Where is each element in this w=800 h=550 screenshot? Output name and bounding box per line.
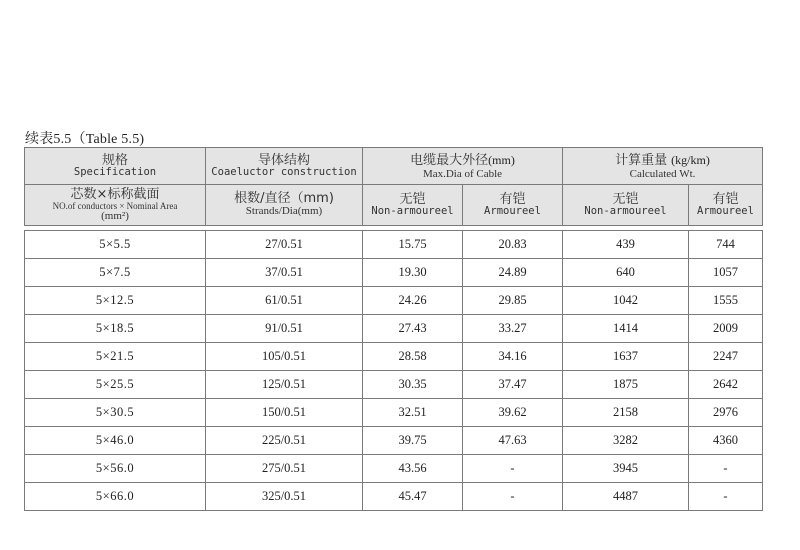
header-wt-armoured <box>689 185 763 226</box>
wt-arm-cn: 有铠 <box>712 191 739 207</box>
cell-dia-non-armoured: 27.43 <box>363 315 463 343</box>
header-cores-area <box>25 185 206 226</box>
header-row-1 <box>25 148 763 185</box>
table-row <box>25 371 763 399</box>
cell-dia-non-armoured: 19.30 <box>363 259 463 287</box>
cell-wt-armoured: 744 <box>689 231 763 259</box>
cell-cores-area: 5×30.5 <box>25 399 206 427</box>
cell-cores-area: 5×66.0 <box>25 483 206 511</box>
cell-cores-area: 5×12.5 <box>25 287 206 315</box>
strands-en-label: Strands/Dia(mm) <box>245 205 323 218</box>
wt-arm-en: Armoureel <box>697 205 754 218</box>
cell-dia-non-armoured: 30.35 <box>363 371 463 399</box>
cell-dia-non-armoured: 32.51 <box>363 399 463 427</box>
header-calc-weight <box>563 148 763 185</box>
cell-wt-armoured: 1555 <box>689 287 763 315</box>
cell-wt-armoured: 1057 <box>689 259 763 287</box>
header-dia-non-armoured <box>363 185 463 226</box>
cell-dia-non-armoured: 24.26 <box>363 287 463 315</box>
wt-unit-label: (kg/km) <box>671 152 710 167</box>
cell-wt-armoured: 2247 <box>689 343 763 371</box>
cell-dia-armoured: 29.85 <box>463 287 563 315</box>
cell-dia-non-armoured: 28.58 <box>363 343 463 371</box>
cell-strands-dia: 37/0.51 <box>206 259 363 287</box>
wt-en-label: Calculated Wt. <box>629 167 696 180</box>
cell-wt-non-armoured: 1042 <box>563 287 689 315</box>
dia-unit-label: (mm) <box>488 152 515 167</box>
cell-dia-armoured: 24.89 <box>463 259 563 287</box>
cable-spec-table <box>24 147 763 511</box>
table-row <box>25 343 763 371</box>
cell-dia-non-armoured: 39.75 <box>363 427 463 455</box>
table-row <box>25 259 763 287</box>
cell-strands-dia: 91/0.51 <box>206 315 363 343</box>
header-wt-non-armoured <box>563 185 689 226</box>
cell-wt-non-armoured: 1414 <box>563 315 689 343</box>
cell-wt-armoured: - <box>689 455 763 483</box>
cell-strands-dia: 125/0.51 <box>206 371 363 399</box>
cores-cn-label: 芯数×标称截面 <box>70 186 160 202</box>
header-specification <box>25 148 206 185</box>
table-row <box>25 455 763 483</box>
cond-en-label: Coaeluctor construction <box>211 166 357 179</box>
cores-en-label: NO.of conductors × Nominal Area <box>52 200 178 211</box>
cell-wt-non-armoured: 439 <box>563 231 689 259</box>
cell-strands-dia: 27/0.51 <box>206 231 363 259</box>
cell-wt-non-armoured: 4487 <box>563 483 689 511</box>
cell-dia-non-armoured: 43.56 <box>363 455 463 483</box>
cell-cores-area: 5×56.0 <box>25 455 206 483</box>
cell-strands-dia: 225/0.51 <box>206 427 363 455</box>
cell-dia-armoured: - <box>463 455 563 483</box>
strands-cn-label: 根数/直径（mm) <box>234 191 334 207</box>
cond-cn-label: 导体结构 <box>257 152 310 168</box>
dia-non-arm-cn: 无铠 <box>399 191 426 207</box>
cell-wt-armoured: 4360 <box>689 427 763 455</box>
dia-arm-cn: 有铠 <box>499 191 526 207</box>
cell-wt-non-armoured: 2158 <box>563 399 689 427</box>
cell-dia-armoured: 39.62 <box>463 399 563 427</box>
cell-wt-non-armoured: 640 <box>563 259 689 287</box>
cell-wt-armoured: - <box>689 483 763 511</box>
cell-strands-dia: 61/0.51 <box>206 287 363 315</box>
wt-cn-label: 计算重量 <box>615 152 668 168</box>
cell-cores-area: 5×5.5 <box>25 231 206 259</box>
table-row <box>25 399 763 427</box>
dia-en-label: Max.Dia of Cable <box>422 167 503 180</box>
table-row <box>25 427 763 455</box>
cell-cores-area: 5×7.5 <box>25 259 206 287</box>
cell-cores-area: 5×25.5 <box>25 371 206 399</box>
cell-wt-non-armoured: 1637 <box>563 343 689 371</box>
cell-strands-dia: 325/0.51 <box>206 483 363 511</box>
cell-wt-non-armoured: 1875 <box>563 371 689 399</box>
cell-wt-armoured: 2642 <box>689 371 763 399</box>
dia-non-arm-en: Non-armoureel <box>371 205 454 218</box>
cell-wt-non-armoured: 3945 <box>563 455 689 483</box>
cores-unit-label: (mm²) <box>101 209 129 222</box>
table-row <box>25 231 763 259</box>
cell-strands-dia: 105/0.51 <box>206 343 363 371</box>
cell-wt-non-armoured: 3282 <box>563 427 689 455</box>
cell-cores-area: 5×21.5 <box>25 343 206 371</box>
table-row <box>25 287 763 315</box>
cell-dia-armoured: 37.47 <box>463 371 563 399</box>
cell-dia-non-armoured: 45.47 <box>363 483 463 511</box>
cell-cores-area: 5×46.0 <box>25 427 206 455</box>
cell-dia-armoured: 33.27 <box>463 315 563 343</box>
spec-cn-label: 规格 <box>101 152 128 168</box>
spec-en-label: Specification <box>73 166 157 179</box>
cell-dia-armoured: 34.16 <box>463 343 563 371</box>
wt-non-arm-cn: 无铠 <box>612 191 639 207</box>
table-row <box>25 315 763 343</box>
dia-arm-en: Armoureel <box>484 205 541 218</box>
cell-strands-dia: 150/0.51 <box>206 399 363 427</box>
header-row-2 <box>25 185 763 226</box>
cell-strands-dia: 275/0.51 <box>206 455 363 483</box>
cell-dia-armoured: - <box>463 483 563 511</box>
cell-dia-armoured: 47.63 <box>463 427 563 455</box>
cell-cores-area: 5×18.5 <box>25 315 206 343</box>
header-dia-armoured <box>463 185 563 226</box>
cell-wt-armoured: 2009 <box>689 315 763 343</box>
header-max-dia <box>363 148 563 185</box>
header-strands-dia <box>206 185 363 226</box>
header-conductor <box>206 148 363 185</box>
wt-non-arm-en: Non-armoureel <box>584 205 667 218</box>
table-row <box>25 483 763 511</box>
cell-wt-armoured: 2976 <box>689 399 763 427</box>
table-caption: 续表5.5（Table 5.5) <box>25 132 145 147</box>
cell-dia-non-armoured: 15.75 <box>363 231 463 259</box>
cell-dia-armoured: 20.83 <box>463 231 563 259</box>
dia-cn-label: 电缆最大外径 <box>410 152 489 168</box>
